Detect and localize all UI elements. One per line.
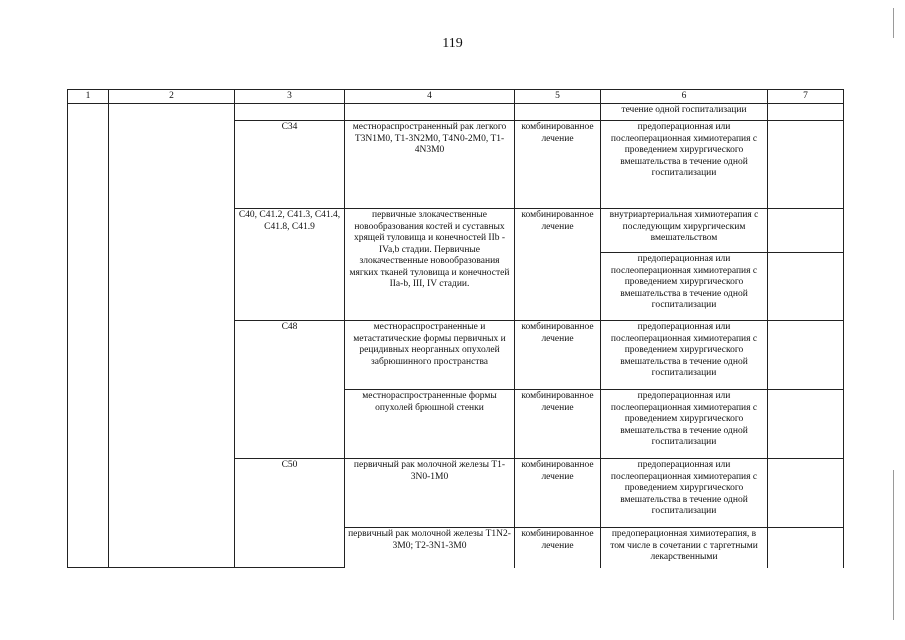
diagnosis-description: местнораспространенные и метастатические формы первичных и рецидивных неорганных опухолей забрюшинного пространства <box>345 321 515 390</box>
diagnosis-description: местнораспространенные формы опухолей брюшной стенки <box>345 390 515 459</box>
column-number: 3 <box>235 90 345 104</box>
column-number: 5 <box>515 90 601 104</box>
cell-empty <box>768 104 844 121</box>
cell-empty <box>515 104 601 121</box>
icd-code: C50 <box>235 459 345 568</box>
cell-empty <box>768 390 844 459</box>
continuation-text: течение одной госпитализации <box>601 104 768 121</box>
treatment-type: комбинированное лечение <box>515 121 601 209</box>
cell-empty <box>345 104 515 121</box>
cell-empty <box>768 528 844 568</box>
column-number: 4 <box>345 90 515 104</box>
cell-empty <box>768 459 844 528</box>
column-number-row <box>68 90 844 104</box>
diagnosis-description: первичные злокачественные новообразования костей и суставных хрящей туловища и конечностей IIb - IVa,b стадии. Первичные злокачественные новообразования мягких тканей туловища и конечностей IIa-b, III, IV стадии. <box>345 209 515 321</box>
treatment-type: комбинированное лечение <box>515 209 601 321</box>
diagnosis-description: первичный рак молочной железы T1-3N0-1M0 <box>345 459 515 528</box>
column-number: 7 <box>768 90 844 104</box>
icd-code: C48 <box>235 321 345 459</box>
column-number: 2 <box>109 90 235 104</box>
diagnosis-description: местнораспространенный рак легкого T3N1M0, T1-3N2M0, T4N0-2M0, T1-4N3M0 <box>345 121 515 209</box>
cell-empty <box>768 209 844 253</box>
treatment-type: комбинированное лечение <box>515 390 601 459</box>
cell-empty <box>768 321 844 390</box>
diagnosis-description: первичный рак молочной железы T1N2-3M0; T2-3N1-3M0 <box>345 528 515 568</box>
icd-code: C34 <box>235 121 345 209</box>
cell-empty <box>68 104 109 568</box>
medical-care-table <box>67 89 844 568</box>
cell-empty <box>235 104 345 121</box>
treatment-method: предоперационная или послеоперационная химиотерапия с проведением хирургического вмешательства в течение одной госпитализации <box>601 321 768 390</box>
treatment-method: предоперационная или послеоперационная химиотерапия с проведением хирургического вмешательства в течение одной госпитализации <box>601 459 768 528</box>
scan-edge-mark <box>893 470 894 620</box>
treatment-type: комбинированное лечение <box>515 459 601 528</box>
treatment-type: комбинированное лечение <box>515 321 601 390</box>
treatment-method: предоперационная или послеоперационная химиотерапия с проведением хирургического вмешательства в течение одной госпитализации <box>601 390 768 459</box>
cell-empty <box>109 104 235 568</box>
treatment-type: комбинированное лечение <box>515 528 601 568</box>
table-row <box>68 104 844 121</box>
column-number: 1 <box>68 90 109 104</box>
page-number: 119 <box>442 36 463 51</box>
scan-edge-mark <box>893 8 894 38</box>
treatment-method: предоперационная или послеоперационная химиотерапия с проведением хирургического вмешательства в течение одной госпитализации <box>601 121 768 209</box>
treatment-method: предоперационная или послеоперационная химиотерапия с проведением хирургического вмешательства в течение одной госпитализации <box>601 253 768 321</box>
treatment-method: внутриартериальная химиотерапия с последующим хирургическим вмешательством <box>601 209 768 253</box>
cell-empty <box>768 121 844 209</box>
cell-empty <box>768 253 844 321</box>
icd-code: C40, C41.2, C41.3, C41.4, C41.8, C41.9 <box>235 209 345 321</box>
column-number: 6 <box>601 90 768 104</box>
treatment-method: предоперационная химиотерапия, в том числе в сочетании с таргетными лекарственными <box>601 528 768 568</box>
